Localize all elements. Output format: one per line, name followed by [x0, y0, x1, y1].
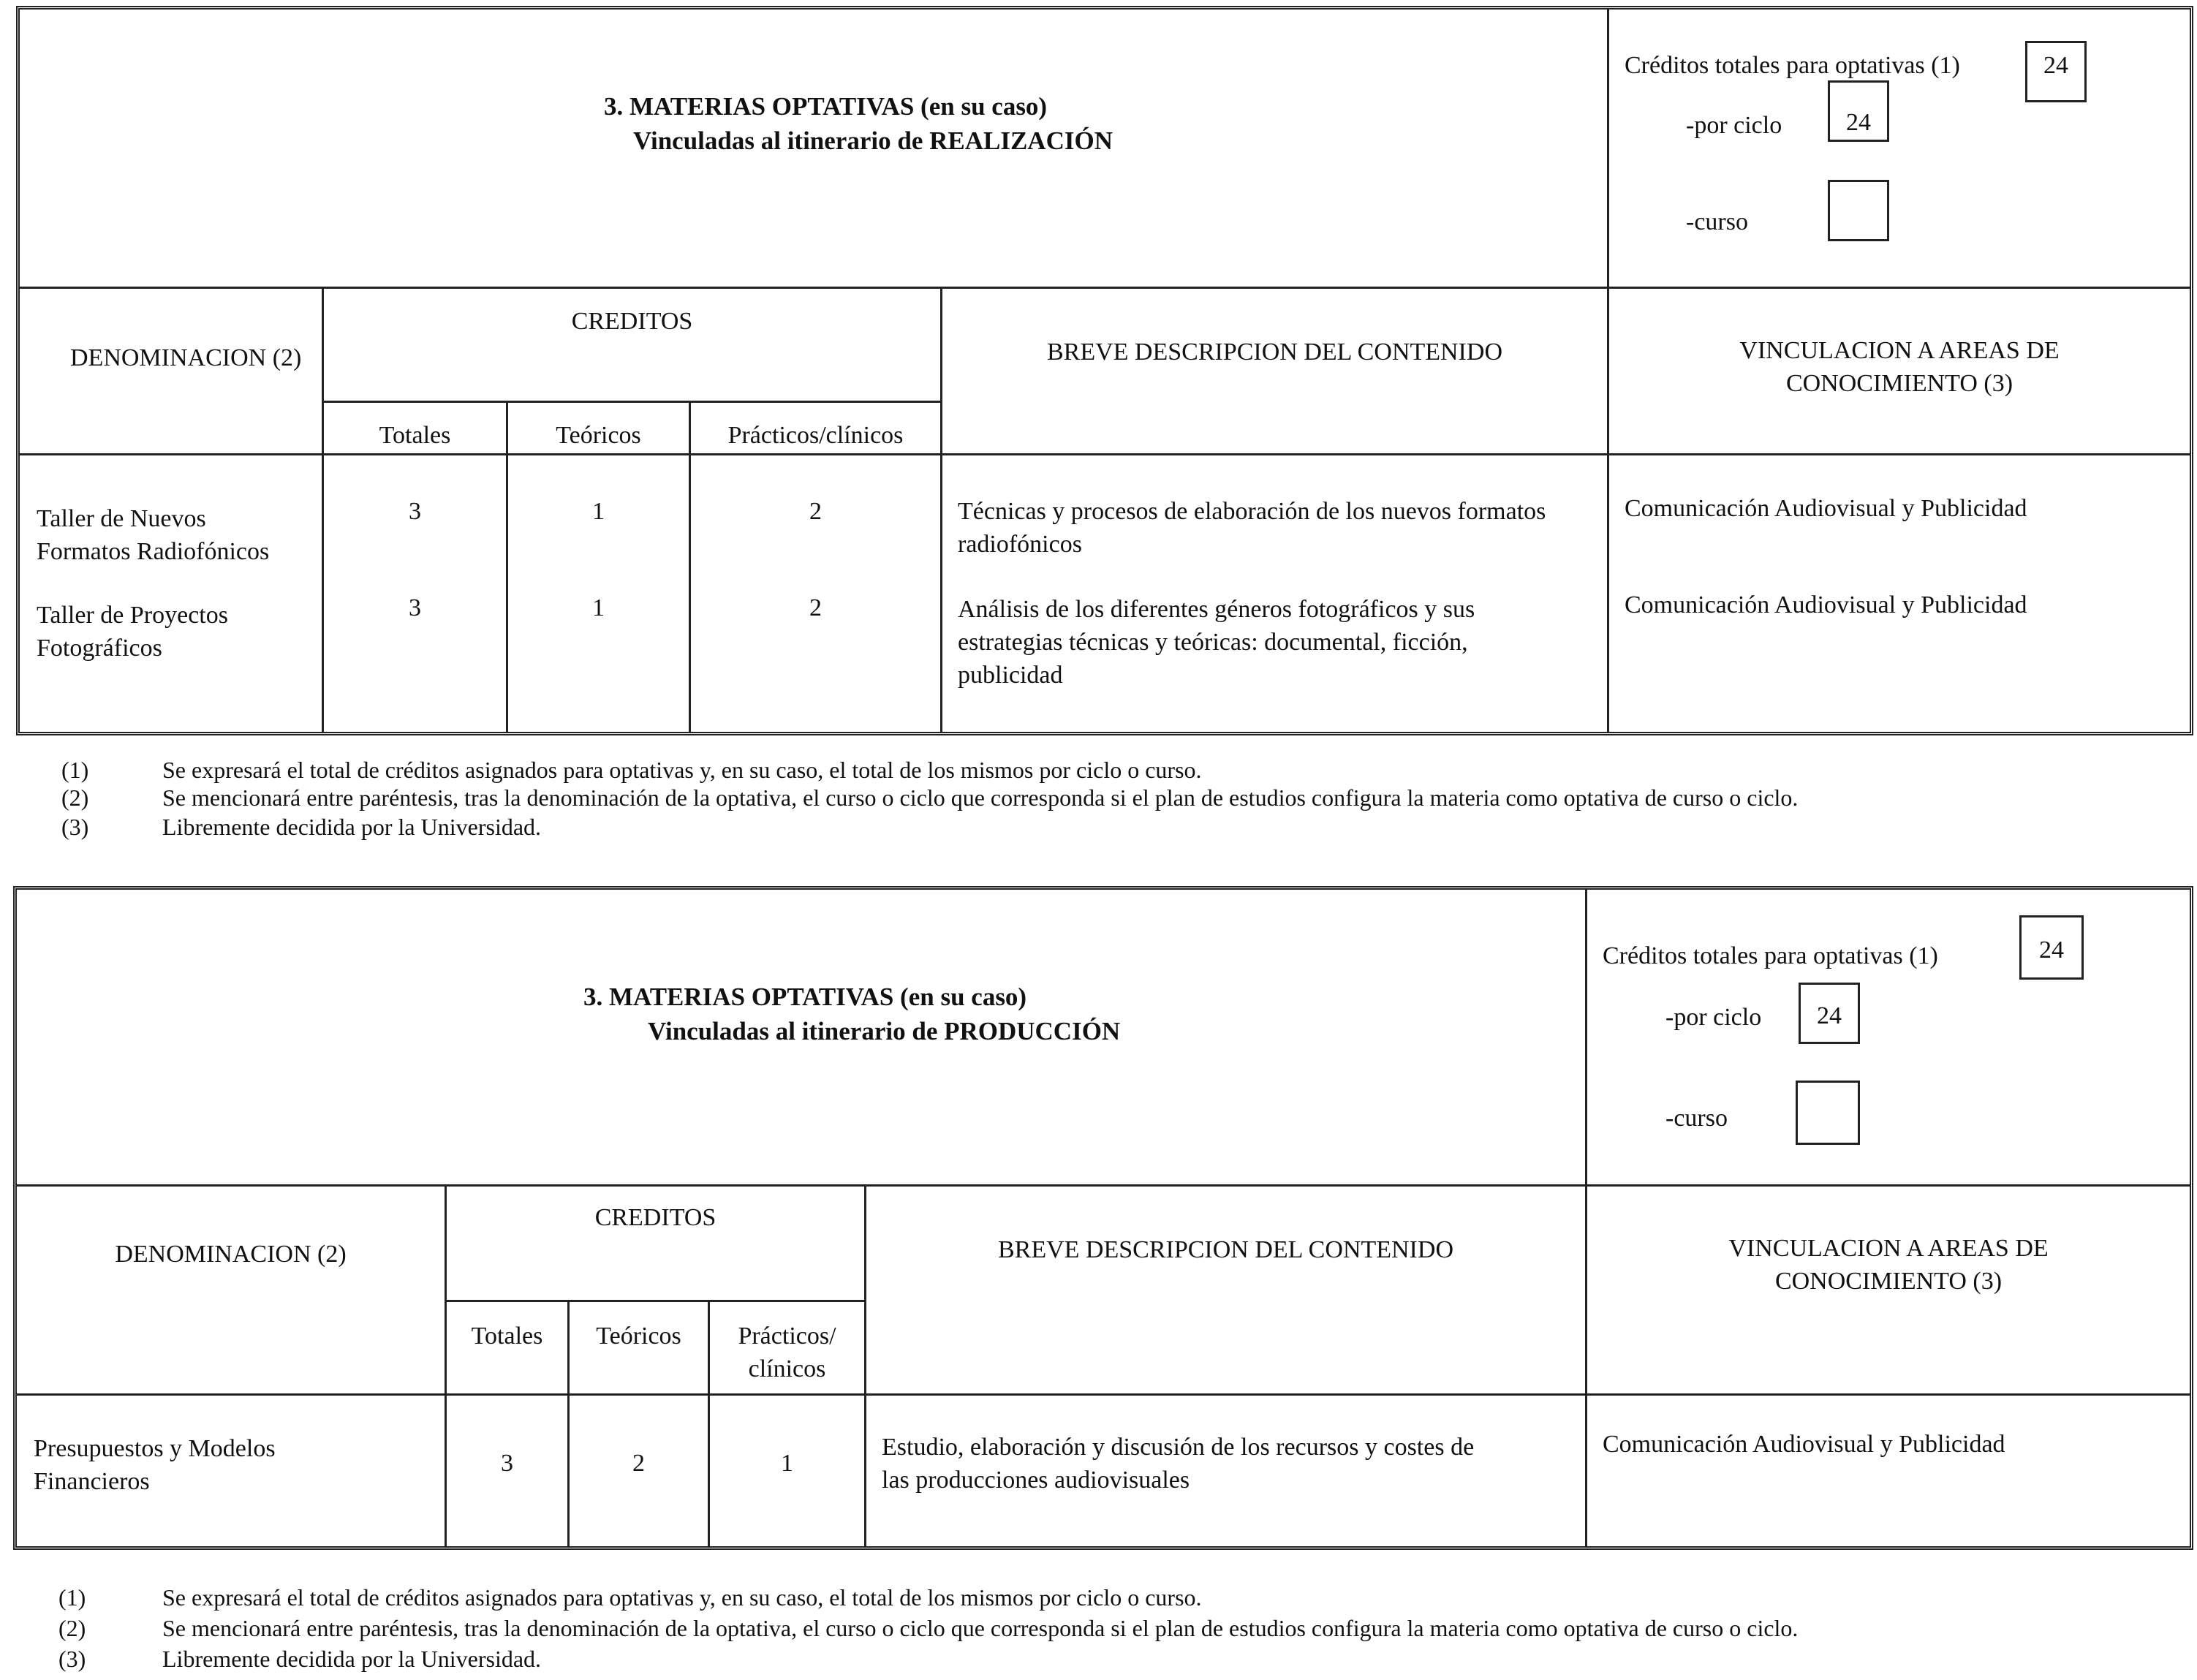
row-denominacion — [37, 503, 269, 569]
credits-total-label: Créditos totales para optativas (1) — [1625, 52, 1960, 79]
row-denominacion-line2: Fotográficos — [37, 634, 162, 662]
footnote — [61, 811, 2167, 841]
credits-total-box: 24 — [2025, 41, 2087, 102]
per-cycle-label: -por ciclo — [1686, 112, 1782, 139]
footnote-key: (2) — [58, 1615, 86, 1641]
header-descripcion: BREVE DESCRIPCION DEL CONTENIDO — [1046, 338, 1502, 366]
section-title-line1: 3. MATERIAS OPTATIVAS (en su caso) — [583, 983, 1027, 1011]
footnote — [58, 1582, 2164, 1611]
row-descripcion-line3: publicidad — [958, 661, 1063, 689]
row-totales: 3 — [501, 1450, 513, 1477]
col-divider-denominacion — [445, 1184, 447, 1546]
footnote-key: (1) — [61, 757, 89, 783]
row-teoricos: 1 — [592, 498, 605, 525]
row-descripcion — [958, 496, 1546, 561]
section-title-line1: 3. MATERIAS OPTATIVAS (en su caso) — [604, 92, 1048, 121]
row-descripcion-line2: radiofónicos — [958, 530, 1082, 558]
per-cycle-box: 24 — [1828, 80, 1889, 142]
footnote-key: (1) — [58, 1584, 86, 1611]
row-denominacion — [37, 599, 228, 665]
row-denominacion-line1: Presupuestos y Modelos — [34, 1435, 276, 1462]
credits-subheader-divider — [322, 401, 940, 403]
row-denominacion-line2: Financieros — [34, 1467, 150, 1495]
per-cycle-box: 24 — [1799, 983, 1860, 1044]
course-label: -curso — [1686, 208, 1748, 235]
footnote-key: (3) — [58, 1646, 86, 1672]
footnote — [61, 754, 2167, 784]
row-area: Comunicación Audiovisual y Publicidad — [1625, 495, 2027, 522]
header-practicos — [710, 1320, 864, 1386]
row-area: Comunicación Audiovisual y Publicidad — [1603, 1431, 2005, 1458]
footnote-text: Se mencionará entre paréntesis, tras la denominación de la optativa, el curso o ciclo que corresponda si el plan de estudios configura la materia como optativa de curso o ciclo. — [162, 784, 1799, 811]
section-title-line2: Vinculadas al itinerario de REALIZACIÓN — [633, 126, 1113, 156]
footnote-text: Se expresará el total de créditos asignados para optativas y, en su caso, el total de los mismos por ciclo o curso. — [162, 757, 1202, 783]
section-title — [604, 89, 1189, 159]
credits-total-box: 24 — [2019, 915, 2084, 980]
header-vinculacion-line1: VINCULACION A AREAS DE — [1728, 1235, 2049, 1262]
header-creditos: CREDITOS — [594, 1204, 716, 1231]
header-denominacion: DENOMINACION (2) — [70, 344, 302, 371]
header-vinculacion — [1609, 335, 2190, 401]
course-box — [1796, 1081, 1860, 1145]
row-practicos: 2 — [809, 498, 822, 525]
section-title — [583, 980, 1241, 1049]
footnote — [58, 1613, 2179, 1642]
footnote-key: (3) — [61, 814, 89, 840]
credits-total-label: Créditos totales para optativas (1) — [1603, 942, 1938, 969]
row-teoricos: 2 — [632, 1450, 645, 1477]
footnote — [58, 1643, 2164, 1673]
row-descripcion-line1: Técnicas y procesos de elaboración de los nuevos formatos — [958, 498, 1546, 525]
footnote-text: Libremente decidida por la Universidad. — [162, 814, 542, 840]
row-denominacion — [34, 1433, 276, 1499]
header-vinculacion-line2: CONOCIMIENTO (3) — [1785, 369, 2013, 397]
row-practicos: 2 — [809, 594, 822, 621]
column-header-divider — [20, 453, 2190, 455]
row-descripcion-line1: Estudio, elaboración y discusión de los recursos y costes de — [882, 1434, 1475, 1461]
footnote-text: Libremente decidida por la Universidad. — [162, 1646, 542, 1672]
header-vinculacion-line2: CONOCIMIENTO (3) — [1774, 1267, 2003, 1295]
header-vinculacion-line1: VINCULACION A AREAS DE — [1739, 337, 2060, 364]
row-descripcion-line1: Análisis de los diferentes géneros fotográficos y sus — [958, 596, 1475, 623]
row-area: Comunicación Audiovisual y Publicidad — [1625, 591, 2027, 618]
header-teoricos: Teóricos — [556, 422, 641, 449]
header-divider — [20, 287, 2190, 289]
row-descripcion-line2: estrategias técnicas y teóricas: documental, ficción, — [958, 628, 1468, 656]
row-denominacion-line2: Formatos Radiofónicos — [37, 537, 270, 565]
row-teoricos: 1 — [592, 594, 605, 621]
section-title-line2: Vinculadas al itinerario de PRODUCCIÓN — [648, 1017, 1121, 1046]
footnote-text: Se mencionará entre paréntesis, tras la denominación de la optativa, el curso o ciclo que corresponda si el plan de estudios configura la materia como optativa de curso o ciclo. — [162, 1615, 1799, 1641]
row-descripcion — [958, 594, 1475, 692]
header-practicos: Prácticos/clínicos — [727, 422, 904, 449]
row-denominacion-line1: Taller de Nuevos — [37, 505, 206, 532]
row-totales: 3 — [409, 498, 421, 525]
header-teoricos: Teóricos — [596, 1323, 681, 1350]
row-practicos: 1 — [781, 1450, 793, 1477]
row-descripcion-line2: las producciones audiovisuales — [882, 1466, 1190, 1494]
header-totales: Totales — [379, 422, 451, 449]
row-denominacion-line1: Taller de Proyectos — [37, 602, 228, 629]
header-divider — [17, 1184, 2190, 1187]
header-descripcion: BREVE DESCRIPCION DEL CONTENIDO — [997, 1236, 1453, 1263]
course-box — [1828, 180, 1889, 241]
right-panel-divider — [1585, 890, 1587, 1546]
credits-subheader-divider — [445, 1300, 866, 1302]
row-totales: 3 — [409, 594, 421, 621]
header-denominacion: DENOMINACION (2) — [115, 1241, 347, 1268]
row-descripcion — [882, 1431, 1474, 1497]
header-creditos: CREDITOS — [571, 308, 693, 335]
header-vinculacion — [1587, 1233, 2190, 1298]
header-practicos-line2: clínicos — [748, 1355, 826, 1382]
header-practicos-line1: Prácticos/ — [738, 1323, 836, 1350]
footnote-key: (2) — [61, 784, 89, 811]
footnote — [61, 782, 2167, 811]
header-totales: Totales — [471, 1323, 543, 1350]
footnote-text: Se expresará el total de créditos asignados para optativas y, en su caso, el total de los mismos por ciclo o curso. — [162, 1584, 1202, 1611]
course-label: -curso — [1665, 1105, 1728, 1132]
column-header-divider — [17, 1393, 2190, 1396]
per-cycle-label: -por ciclo — [1665, 1004, 1762, 1031]
